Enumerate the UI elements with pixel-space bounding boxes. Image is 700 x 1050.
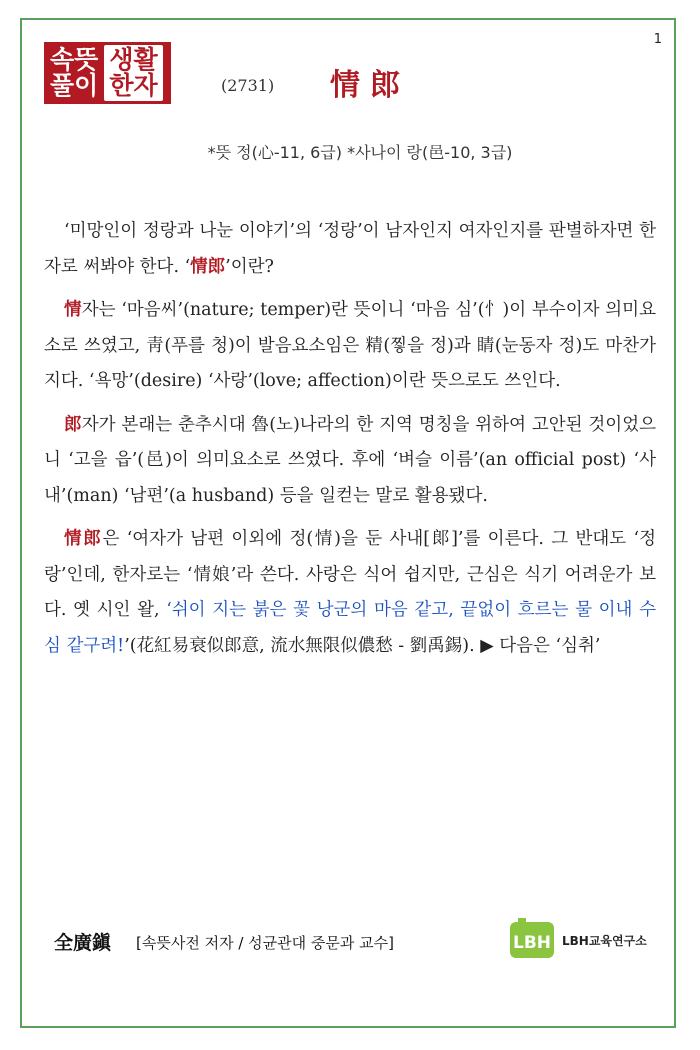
p1-highlight: 情郎 <box>190 256 226 277</box>
paragraph-4 <box>44 522 656 664</box>
logo-right-top: 생활 <box>109 44 158 74</box>
p4-highlight: 情郎 <box>64 529 103 549</box>
page-title: 情郎 <box>330 68 410 103</box>
p3-text: 자가 본래는 춘추시대 魯(노)나라의 한 지역 명칭을 위하여 고안된 것이었으니 ‘고을 읍’(邑)이 의미요소로 쓰였다. 후에 ‘벼슬 이름’(an official post) ‘사내’(man) ‘남편’(a husband) 등을 일컫는 말로 활용됐다. <box>44 414 656 506</box>
paragraph-1 <box>44 214 656 285</box>
lbh-mark-text: LBH <box>512 933 552 953</box>
page-number: 1 <box>653 32 662 47</box>
p4-text-1: 은 ‘여자가 남편 이외에 정(情)을 둔 사내[郞]’를 이른다. 그 반대도 ‘정랑’인데, 한자로는 ‘情娘’라 쓴다. 사랑은 식어 쉽지만, 근심은 식기 어려운가 보다. 옛 시인 왈, <box>44 529 656 620</box>
logo-right <box>104 45 162 102</box>
author-name: 全廣鎭 <box>54 932 112 954</box>
lbh-logo-icon <box>508 916 556 964</box>
logo-left-bottom: 풀이 <box>50 71 99 100</box>
author-description: [속뜻사전 저자 / 성균관대 중문과 교수] <box>136 934 394 952</box>
p4-text-2: ’(花紅易衰似郎意, 流水無限似儂愁 - 劉禹錫). ▶ 다음은 ‘심취’ <box>124 635 601 656</box>
logo-right-bottom: 한자 <box>109 71 158 100</box>
p4-poem-quote: ‘쉬이 지는 붉은 꽃 낭군의 마음 같고, 끝없이 흐르는 물 이내 수심 같구려! <box>44 600 656 656</box>
org-logo <box>508 916 647 964</box>
p3-highlight: 郎 <box>64 414 82 435</box>
p1-text-2: ’이란? <box>225 256 274 277</box>
paragraph-2 <box>44 293 656 400</box>
p2-highlight: 情 <box>64 300 82 320</box>
character-meaning: *뜻 정(心-11, 6급) *사나이 랑(邑-10, 3급) <box>207 143 513 162</box>
p2-text: 자는 ‘마음씨’(nature; temper)란 뜻이니 ‘마음 심’(忄)이 부수이자 의미요소로 쓰였고, 靑(푸를 청)이 발음요소임은 精(찧을 정)과 睛(눈동자 정)도 마찬가지다. ‘욕망’(desire) ‘사랑’(love; affection)이란 뜻으로도 쓰인다. <box>44 300 656 391</box>
logo-left-top: 속뜻 <box>50 44 99 74</box>
p1-text-1: ‘미망인이 정랑과 나눈 이야기’의 ‘정랑’이 남자인지 여자인지를 판별하자면 한자로 써봐야 한다. ‘ <box>44 221 656 277</box>
org-name: LBH교육연구소 <box>562 933 647 948</box>
article-body <box>44 214 656 672</box>
logo-badge <box>44 42 171 104</box>
logo-left <box>50 44 99 100</box>
paragraph-3 <box>44 408 656 515</box>
article-serial: (2731) <box>221 76 275 95</box>
